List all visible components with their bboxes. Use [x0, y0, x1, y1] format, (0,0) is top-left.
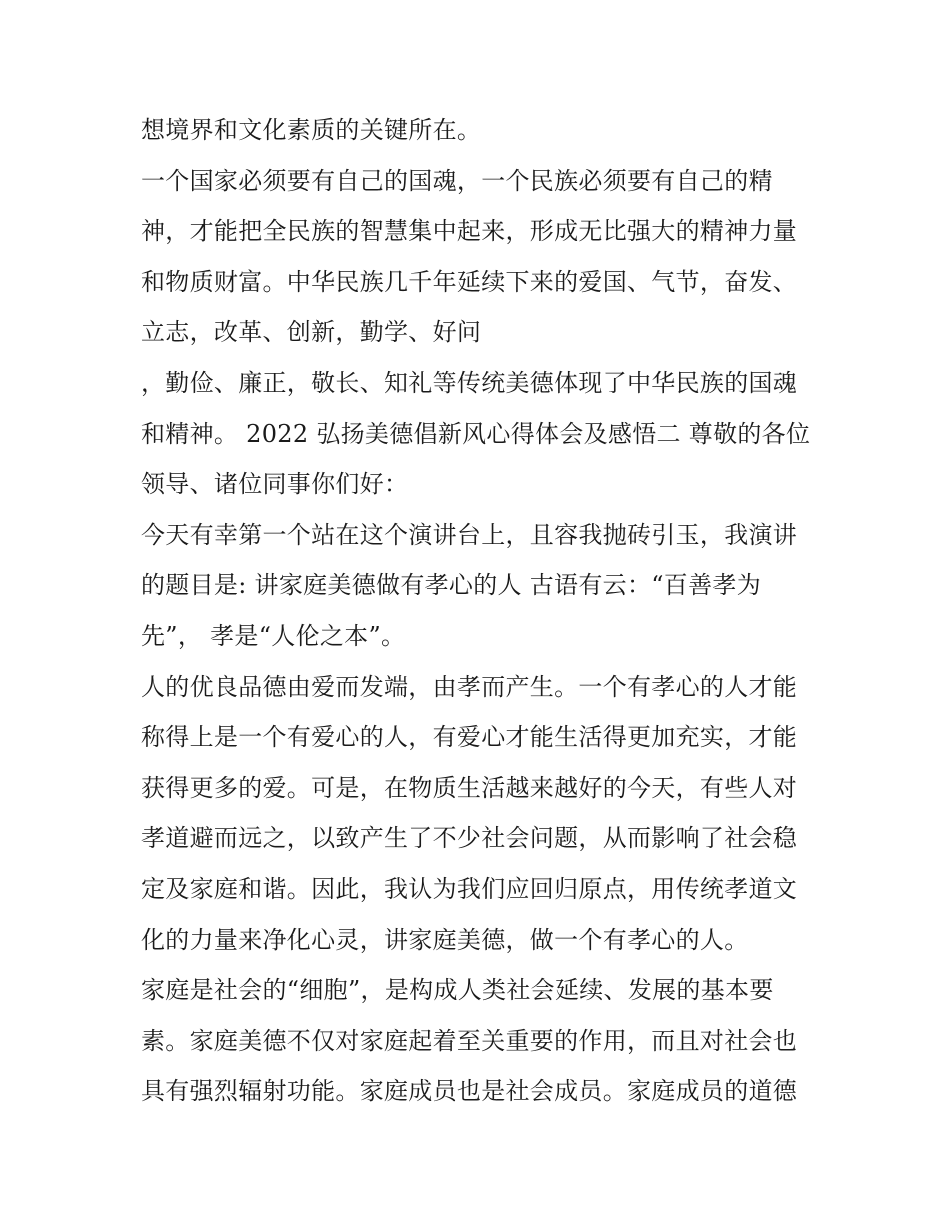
text-line: 孝道避而远之，以致产生了不少社会问题，从而影响了社会稳 [141, 824, 798, 853]
text-line: 今天有幸第一个站在这个演讲台上，且容我抛砖引玉，我演讲 [141, 520, 798, 549]
body-text [141, 112, 821, 1124]
text-line: 和精神。 2022 弘扬美德倡新风心得体会及感悟二 尊敬的各位 [141, 419, 811, 448]
text-line: 立志，改革、创新，勤学、好问 [141, 318, 482, 347]
text-line: 先”， 孝是“人伦之本”。 [141, 621, 406, 650]
text-line: 素。家庭美德不仅对家庭起着至关重要的作用，而且对社会也 [141, 1026, 798, 1055]
text-line: 一个国家必须要有自己的国魂，一个民族必须要有自己的精 [141, 166, 773, 195]
text-line: 化的力量来净化心灵，讲家庭美德，做一个有孝心的人。 [141, 925, 749, 954]
text-line: 神，才能把全民族的智慧集中起来，形成无比强大的精神力量 [141, 217, 798, 246]
text-line: 称得上是一个有爱心的人，有爱心才能生活得更加充实，才能 [141, 723, 798, 752]
text-line: 和物质财富。中华民族几千年延续下来的爱国、气节，奋发、 [141, 267, 798, 296]
text-line: 家庭是社会的“细胞”，是构成人类社会延续、发展的基本要 [141, 976, 774, 1005]
text-line: 具有强烈辐射功能。家庭成员也是社会成员。家庭成员的道德 [141, 1077, 798, 1106]
text-line: 人的优良品德由爱而发端，由孝而产生。一个有孝心的人才能 [141, 672, 798, 701]
text-line: 想境界和文化素质的关键所在。 [141, 116, 482, 144]
text-line: ，勤俭、廉正，敬长、知礼等传统美德体现了中华民族的国魂 [141, 368, 798, 397]
text-line: 获得更多的爱。可是，在物质生活越来越好的今天，有些人对 [141, 773, 798, 802]
text-line: 定及家庭和谐。因此，我认为我们应回归原点，用传统孝道文 [141, 874, 798, 903]
text-line: 的题目是: 讲家庭美德做有孝心的人 古语有云：“百善孝为 [141, 571, 762, 600]
text-line: 领导、诸位同事你们好： [141, 470, 409, 499]
